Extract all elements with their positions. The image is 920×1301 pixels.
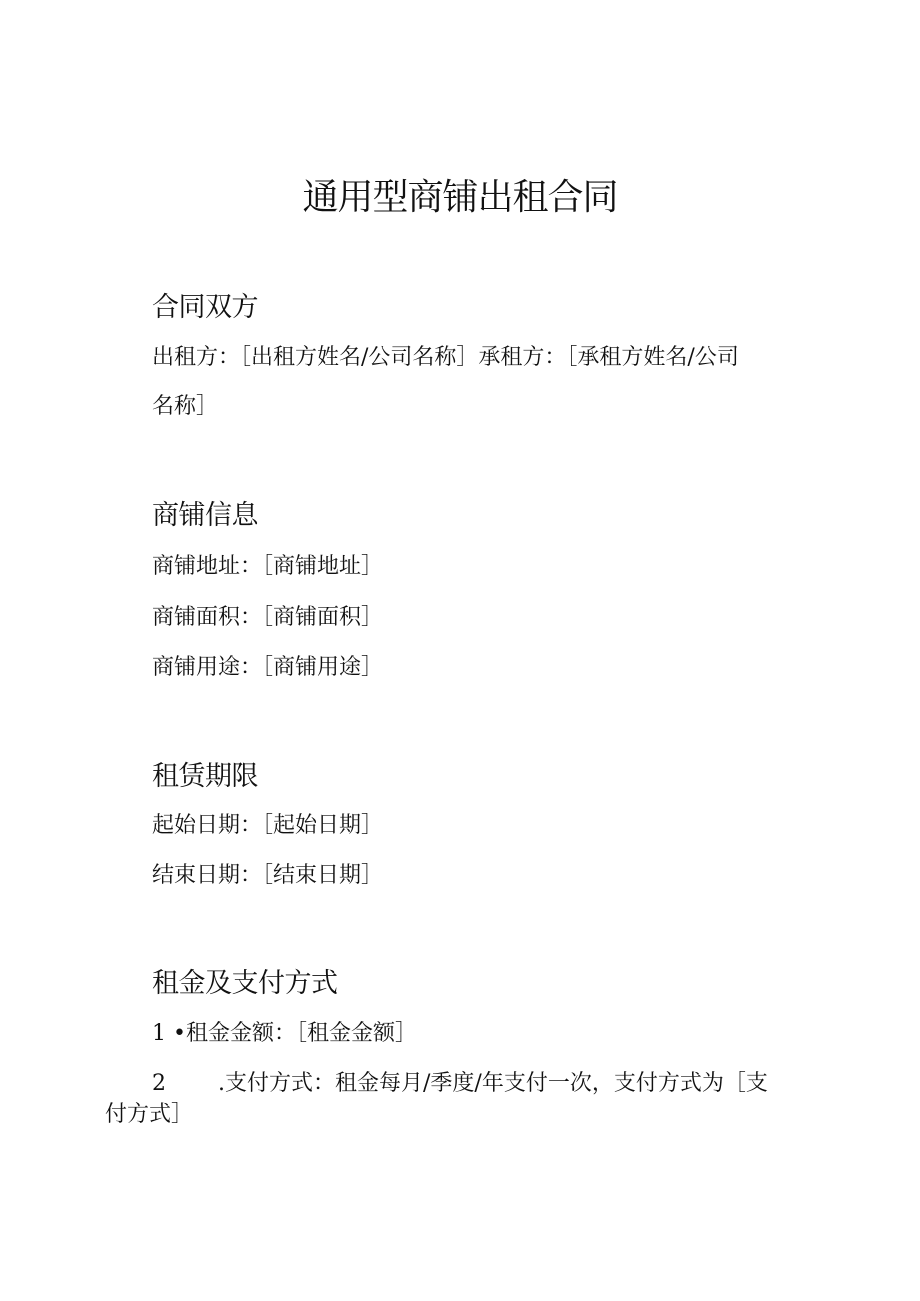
payment-method-text: .支付方式：租金每月/季度/年支付一次，支付方式为［支 <box>218 1071 768 1096</box>
payment-method-item <box>152 1068 768 1100</box>
lease-start-line: 起始日期：［起始日期］ <box>152 813 384 838</box>
item-number: 1 <box>152 1021 166 1046</box>
section-heading-parties: 合同双方 <box>152 292 258 323</box>
section-heading-lease-term: 租赁期限 <box>152 761 258 792</box>
section-heading-shop-info: 商铺信息 <box>152 500 258 531</box>
section-heading-rent-payment: 租金及支付方式 <box>152 968 338 999</box>
document-title: 通用型商铺出租合同 <box>302 177 618 218</box>
shop-address-line: 商铺地址：［商铺地址］ <box>152 554 384 579</box>
rent-amount-item <box>152 1018 417 1050</box>
shop-usage-line: 商铺用途：［商铺用途］ <box>152 655 384 680</box>
parties-line-continuation: 名称］ <box>152 394 219 419</box>
rent-amount-text: •租金金额：［租金金额］ <box>173 1021 417 1046</box>
shop-area-line: 商铺面积：［商铺面积］ <box>152 605 384 630</box>
lease-end-line: 结束日期：［结束日期］ <box>152 863 384 888</box>
payment-method-continuation: 付方式］ <box>105 1102 194 1127</box>
parties-line: 出租方：［出租方姓名/公司名称］承租方：［承租方姓名/公司 <box>152 345 739 370</box>
item-number: 2 <box>152 1071 166 1096</box>
